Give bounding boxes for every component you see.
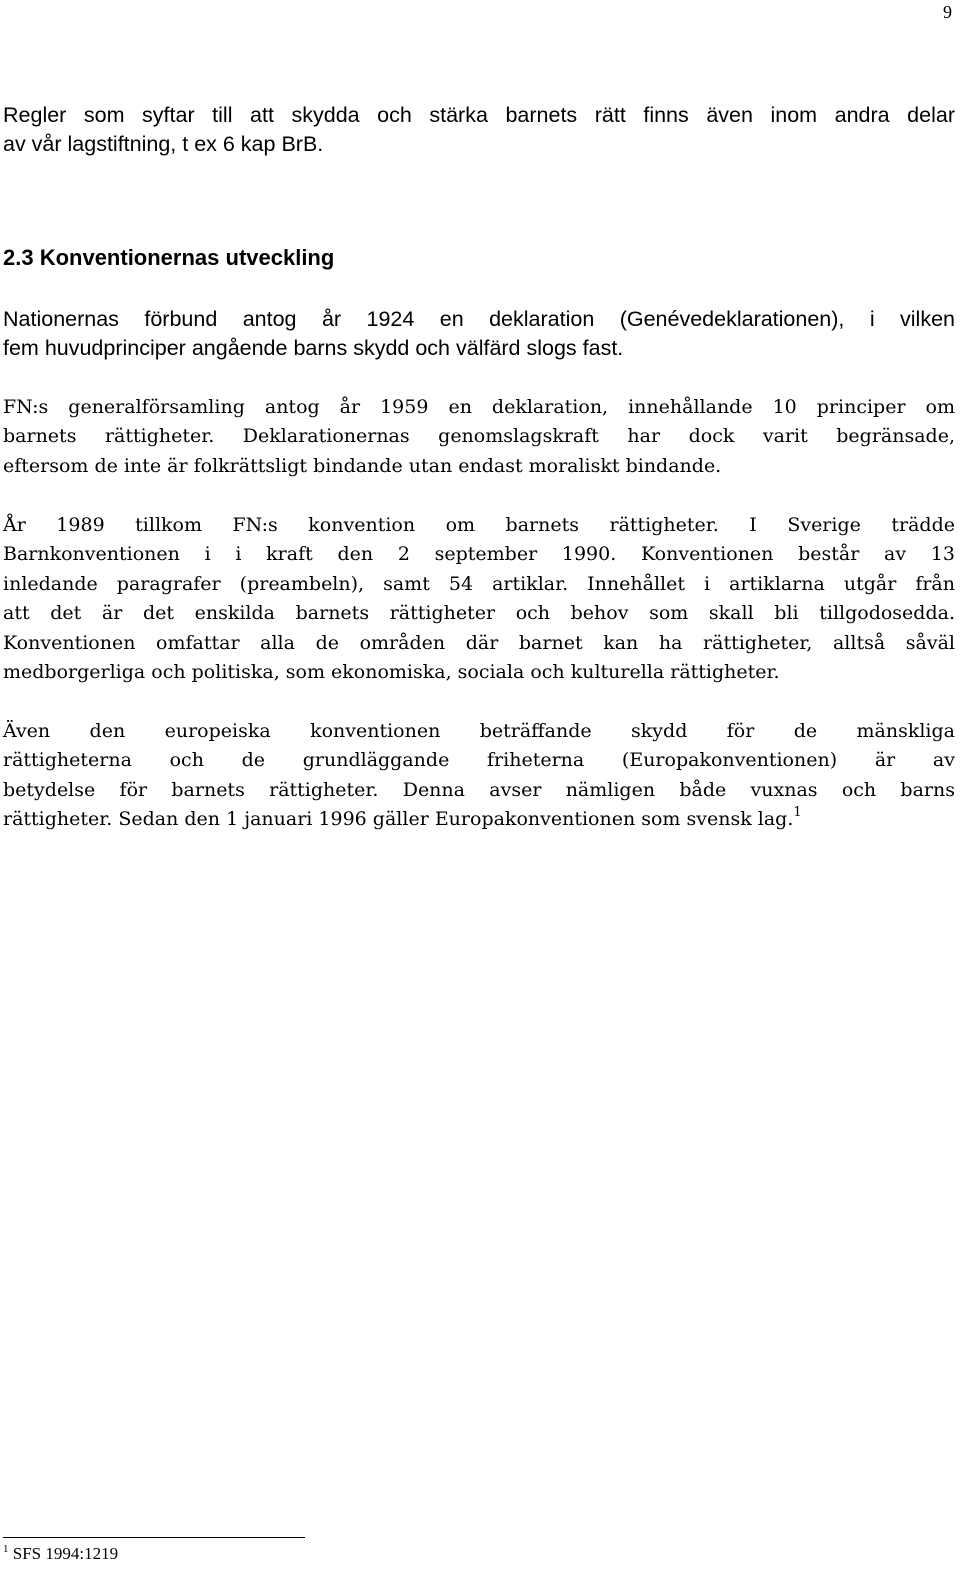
paragraph-line: Konventionen omfattar alla de områden där barnet kan ha rättigheter, alltså såväl (3, 631, 955, 654)
paragraph-line: rättigheterna och de grundläggande friheterna (Europakonventionen) är av (3, 749, 955, 772)
paragraph-line: Regler som syftar till att skydda och stärka barnets rätt finns även inom andra delar (3, 103, 955, 127)
footnote-separator (3, 1537, 305, 1538)
paragraph-europakonventionen (3, 717, 955, 835)
paragraph-line: barnets rättigheter. Deklarationernas genomslagskraft har dock varit begränsade, (3, 425, 955, 448)
paragraph-line: Barnkonventionen i i kraft den 2 september 1990. Konventionen består av 13 (3, 543, 955, 566)
footnote-number: 1 (3, 1543, 9, 1555)
paragraph-fn-generalforsamling (3, 393, 955, 481)
paragraph-line: eftersom de inte är folkrättsligt bindande utan endast moraliskt bindande. (3, 454, 722, 477)
paragraph-line: Även den europeiska konventionen beträffande skydd för de mänskliga (3, 720, 955, 742)
paragraph-line: medborgerliga och politiska, som ekonomiska, sociala och kulturella rättigheter. (3, 661, 780, 684)
paragraph-line: att det är det enskilda barnets rättigheter och behov som skall bli tillgodosedda. (3, 602, 955, 625)
footnote (3, 1544, 118, 1564)
page-number: 9 (943, 2, 952, 22)
paragraph-line: År 1989 tillkom FN:s konvention om barnets rättigheter. I Sverige trädde (3, 514, 955, 536)
section-heading: 2.3 Konventionernas utveckling (3, 245, 335, 270)
paragraph-intro (3, 101, 955, 160)
paragraph-line: FN:s generalförsamling antog år 1959 en deklaration, innehållande 10 principer om (3, 396, 955, 418)
paragraph-line: fem huvudprinciper angående barns skydd och välfärd slogs fast. (3, 336, 624, 361)
paragraph-line: inledande paragrafer (preambeln), samt 54 artiklar. Innehållet i artiklarna utgår från (3, 572, 955, 595)
paragraph-line: betydelse för barnets rättigheter. Denna avser nämligen både vuxnas och barns (3, 778, 955, 801)
paragraph-barnkonventionen (3, 511, 955, 687)
footnote-text: SFS 1994:1219 (12, 1544, 119, 1563)
paragraph-line: av vår lagstiftning, t ex 6 kap BrB. (3, 132, 324, 157)
paragraph-line-text: rättigheter. Sedan den 1 januari 1996 gäller Europakonventionen som svensk lag. (3, 808, 794, 831)
paragraph-line: Nationernas förbund antog år 1924 en deklaration (Genévedeklarationen), i vilken (3, 307, 955, 331)
paragraph-line-with-footnote (3, 805, 955, 834)
paragraph-nationernas-forbund (3, 305, 955, 364)
footnote-reference: 1 (793, 805, 802, 821)
